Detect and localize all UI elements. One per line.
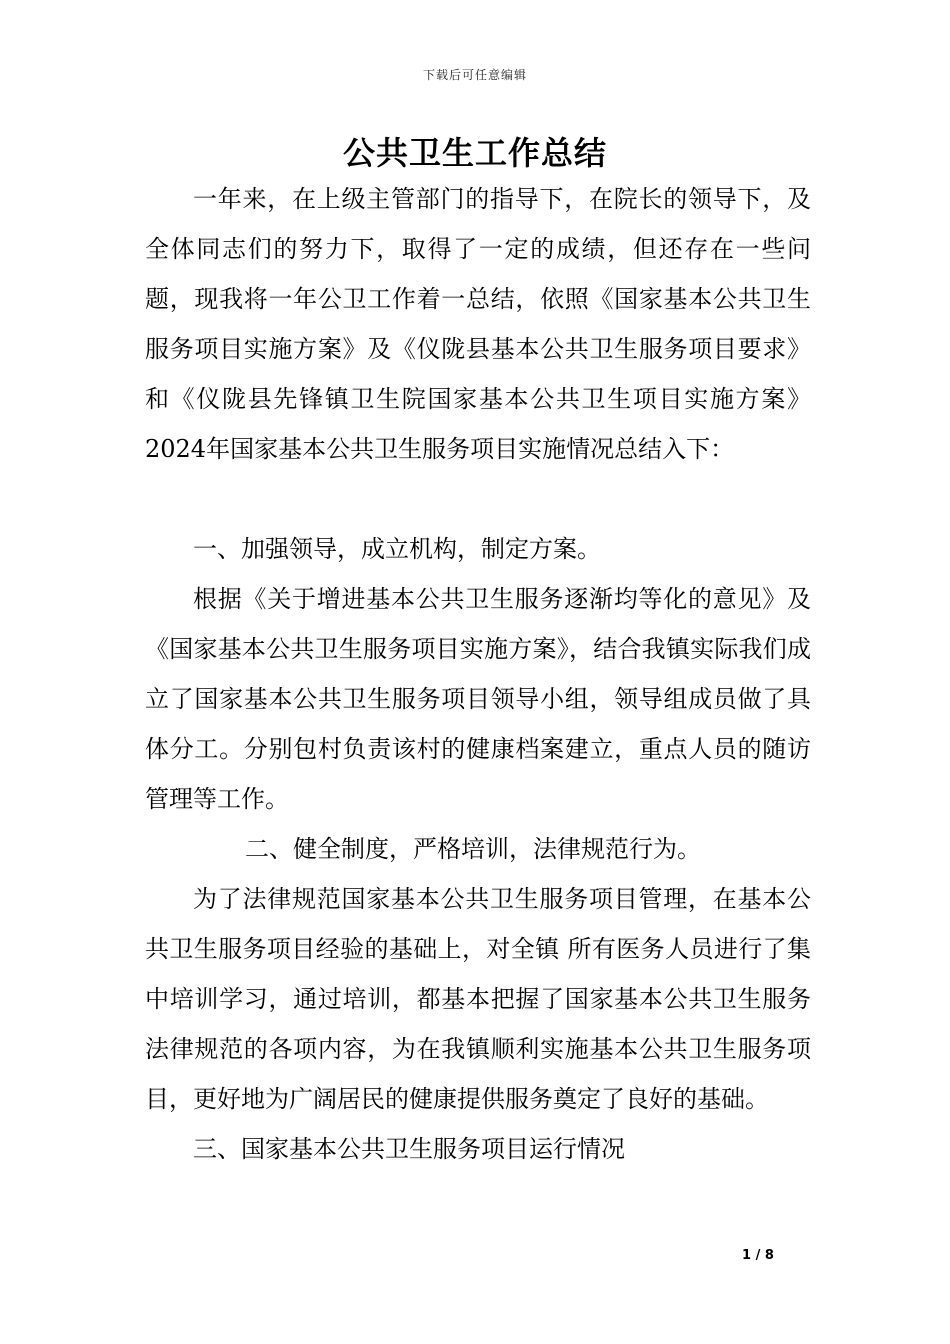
header-note: 下载后可任意编辑 xyxy=(422,68,527,82)
intro-paragraph: 一年来，在上级主管部门的指导下，在院长的领导下，及全体同志们的努力下，取得了一定的成绩，但还存在一些问题，现我将一年公卫工作着一总结，依照《国家基本公共卫生服务项目实施方案》及《仪陇县基本公共卫生服务项目要求》和《仪陇县先锋镇卫生院国家基本公共卫生项目实施方案》2024年国家基本公共卫生服务项目实施情况总结入下： xyxy=(145,185,811,463)
paragraph-gap xyxy=(145,474,811,524)
section-1-heading: 一、加强领导，成立机构，制定方案。 xyxy=(193,535,601,563)
section-2-heading: 二、健全制度，严格培训，法律规范行为。 xyxy=(245,835,701,863)
section-2-paragraph: 为了法律规范国家基本公共卫生服务项目管理，在基本公共卫生服务项目经验的基础上，对全镇 所有医务人员进行了集中培训学习，通过培训，都基本把握了国家基本公共卫生服务法律规范的各项内容，为在我镇顺利实施基本公共卫生服务项目，更好地为广阔居民的健康提供服务奠定了良好的基础。 xyxy=(145,885,811,1113)
section-1-paragraph: 根据《关于增进基本公共卫生服务逐渐均等化的意见》及《国家基本公共卫生服务项目实施方案》，结合我镇实际我们成立了国家基本公共卫生服务项目领导小组，领导组成员做了具体分工。分别包村负责该村的健康档案建立，重点人员的随访管理等工作。 xyxy=(145,585,811,813)
section-3-heading: 三、国家基本公共卫生服务项目运行情况 xyxy=(193,1135,625,1163)
document-body xyxy=(145,174,811,1174)
page-number: 1 / 8 xyxy=(742,1248,774,1263)
document-title: 公共卫生工作总结 xyxy=(342,134,607,172)
